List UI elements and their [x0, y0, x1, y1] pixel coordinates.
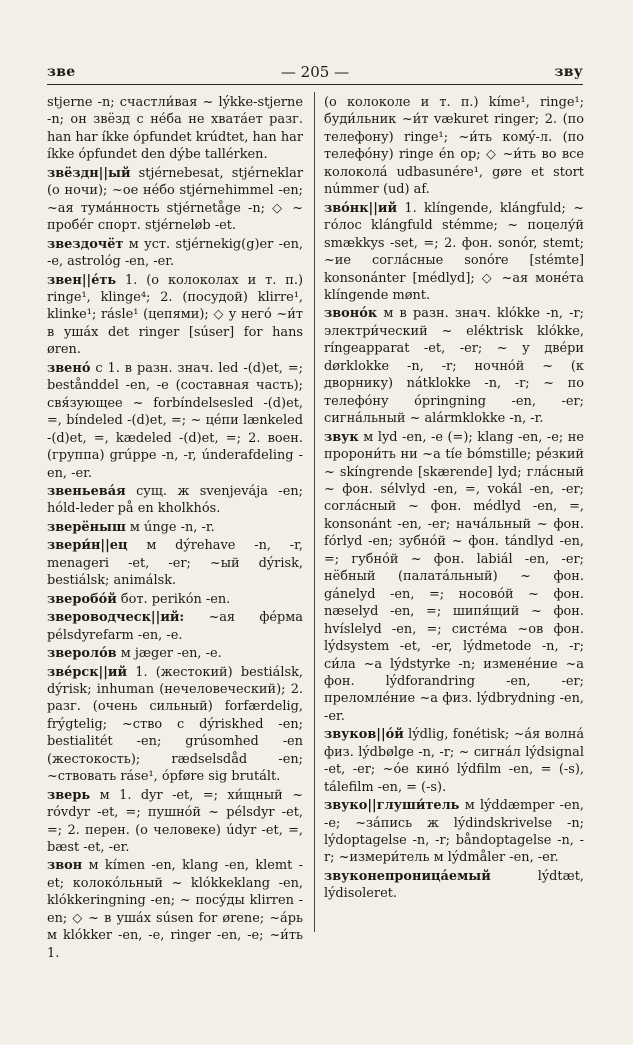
- entry-headword: звеньевáя: [47, 483, 126, 499]
- entry-headword: зверолóв: [47, 646, 117, 662]
- entry-definition: lýdtæt, lýdisoleret.: [324, 868, 584, 902]
- entry-definition: ~ая фéрма pélsdyrefarm -en, -e.: [47, 610, 303, 643]
- right-column: [324, 94, 584, 904]
- dictionary-entry: [47, 857, 303, 962]
- entry-definition: 1. (жестокий) bestiálsk, dýrisk; inhuman (нечеловеческий); 2. разг. (очень сильный) forfærdelig, frýgtelig; ~ство с dýriskhed -en; bestialitét -en; grúsomhed -en (жестокость); rædselsdåd -en; ~ствовать ráse¹, ópføre sig brutált.: [47, 664, 303, 785]
- entry-definition: (о колоколе и т. п.) kíme¹, ringe¹; буди́льник ~и́т vækuret ringer; 2. (по телефону) ringe¹; ~и́ть комý-л. (по телефóну) ringe én op; ◇ ~и́ть во все колоколá udbasunére¹, gøre et stort númmer (ud) af.: [324, 95, 584, 198]
- dictionary-entry: [324, 305, 584, 427]
- entry-headword: звук: [324, 429, 359, 445]
- entry-definition: бот. perikón -en.: [116, 591, 231, 607]
- dictionary-entry: [47, 360, 303, 482]
- dictionary-entry: [324, 797, 584, 867]
- entry-definition: 1. (о колоколах и т. п.) ringe¹, klinge⁴; 2. (посудой) klirre¹, klinke¹; rásle¹ (цепями); ◇ у негó ~и́т в ушáх det ringer [súser] for hans øren.: [47, 272, 303, 358]
- header-left-guideword: зве: [47, 64, 76, 80]
- page-number: — 205 —: [280, 63, 350, 81]
- dictionary-entry: [47, 591, 303, 608]
- entry-headword: звуко||глуши́тель: [324, 798, 460, 814]
- page-header: [47, 62, 583, 85]
- dictionary-entry: [47, 787, 303, 857]
- entry-headword: звенó: [47, 360, 91, 376]
- entry-headword: зверобóй: [47, 591, 117, 607]
- dictionary-entry: [47, 165, 303, 235]
- entry-definition: stjerne -n; счастли́вая ~ lýkke-stjerne -n; он звёзд с нéба не хватáет разг. han har íkke ópfundet krúdtet, han har íkke ópfundet den dýbe tallérken.: [47, 95, 303, 163]
- entry-headword: звери́н||ец: [47, 538, 128, 554]
- dictionary-entry: [47, 94, 303, 164]
- entry-definition: lýdlig, fonétisk; ~áя волнá физ. lýdbølge -n, -r; ~ сигнáл lýdsignal -et, -er; ~óе кинó lýdfilm -en, = (-s), tálefilm -en, = (-s).: [324, 727, 584, 795]
- dictionary-entry: [324, 200, 584, 305]
- entry-definition: сущ. ж svenjevája -en; hóld-leder på en kholkhós.: [47, 483, 303, 517]
- entry-definition: м kímen -en, klang -en, klemt -et; колокóльный ~ klókkeklang -en, klókkeringning -en; ~ посу́ды klirren -en; ◇ ~ в ушáх súsen for ørene; ~áрь м klókker -en, -e, ringer -en, -e; ~и́ть 1.: [47, 858, 303, 961]
- entry-headword: звóнк||ий: [324, 200, 398, 216]
- column-divider: [314, 92, 315, 932]
- entry-headword: звёздн||ый: [47, 165, 131, 181]
- dictionary-entry: [47, 519, 303, 536]
- entry-definition: м lýddæmper -en, -e; ~зáпись ж lýdindskrivelse -n; lýdoptagelse -n, -r; båndoptagelse -n, -r; ~измери́тель м lýdmåler -en, -er.: [324, 798, 584, 866]
- entry-definition: stjérnebesat, stjérneklar (о ночи); ~ое нéбо stjérnehimmel -en; ~ая тума́нность stjérnetåge -n; ◇ ~ пробéг спорт. stjérneløb -et.: [47, 165, 303, 234]
- entry-headword: звен||éть: [47, 272, 117, 288]
- entry-headword: зверёныш: [47, 519, 126, 535]
- entry-definition: м dýrehave -n, -r, menageri -et, -er; ~ый dýrisk, bestiálsk; animálsk.: [47, 538, 303, 589]
- entry-definition: м lyd -en, -e (=); klang -en, -e; не пророни́ть ни ~a tíe bómstille; рéзкий ~ skíngrende [skærende] lyd; глáсный ~ фон. sélvlyd -en, =, vokál -en, -er; соглáсный ~ фон. médlyd -en, =, konsonánt -en, -er; начáльный ~ фон. fórlyd -en; зубнóй ~ фон. tándlyd -en, =; губнóй ~ фон. labiál -en, -er; нёбный (палатáльный) ~ фон. gánelyd -en, =; носовóй ~ фон. næselyd -en, =; шипя́щий ~ фон. hvíslelyd -en, =; систéма ~ов фон. lýdsystem -et, -er, lýdmetode -n, -r; си́ла ~a lýdstyrke -n; изменéние ~a фон. lýdforandring -en, -er; преломлéние ~a физ. lýdbrydning -en, -er.: [324, 429, 584, 724]
- dictionary-entry: [324, 868, 584, 903]
- dictionary-entry: [324, 94, 584, 199]
- dictionary-entry: [47, 664, 303, 786]
- entry-headword: звездочёт: [47, 236, 124, 252]
- entry-definition: м 1. dyr -et, =; хи́щный ~ róvdyr -et, =; пушнóй ~ pélsdyr -et, =; 2. перен. (о человеке) údyr -et, =, bæst -et, -er.: [47, 787, 303, 856]
- entry-headword: звон: [47, 858, 83, 874]
- entry-headword: звонóк: [324, 306, 378, 322]
- entry-definition: м únge -n, -r.: [125, 519, 215, 535]
- entry-headword: звуконепроницáемый: [324, 868, 491, 884]
- entry-definition: м jæger -en, -e.: [116, 646, 222, 662]
- dictionary-entry: [47, 236, 303, 271]
- dictionary-entry: [324, 726, 584, 796]
- entry-headword: звероводческ||ий:: [47, 610, 185, 626]
- header-right-guideword: зву: [554, 64, 583, 80]
- dictionary-entry: [47, 483, 303, 518]
- entry-headword: зве́рск||ий: [47, 664, 128, 680]
- dictionary-entry: [47, 537, 303, 589]
- entry-definition: с 1. в разн. знач. led -(d)et, =; bestånddel -en, -e (составная часть); свя́зующее ~ forbíndelsesled -(d)et, =, bíndeled -(d)et, =; ~ цéпи lænkeled -(d)et, =, kædeled -(d)et, =; 2. воен. (группа) grúppe -n, -r, únderafdeling -en, -er.: [47, 360, 303, 481]
- dictionary-entry: [47, 645, 303, 662]
- entry-definition: м в разн. знач. klókke -n, -r; электри́ческий ~ eléktrisk klókke, ríngeapparat -et, -er; ~ у двéри dørklokke -n, -r; ночнóй ~ (к дворнику) nátklokke -n, -r; ~ по телефóну ópringning -en, -er; сигнáльный ~ alármklokke -n, -r.: [324, 306, 584, 427]
- entry-headword: зверь: [47, 787, 91, 803]
- entry-headword: звуков||óй: [324, 727, 404, 743]
- dictionary-entry: [47, 609, 303, 644]
- left-column: [47, 94, 303, 963]
- entry-definition: м уст. stjérnekig(g)er -en, -e, astrológ -en, -er.: [47, 236, 303, 270]
- entry-definition: 1. klíngende, klángfuld; ~ гóлос klángfuld stémme; ~ поцелу́й smækkys -set, =; 2. фон. sonór, stemt; ~ие соглáсные sonóre [stémte] konsonánter [médlyd]; ◇ ~ая монéта klíngende mønt.: [324, 200, 584, 303]
- dictionary-entry: [47, 272, 303, 359]
- dictionary-entry: [324, 429, 584, 726]
